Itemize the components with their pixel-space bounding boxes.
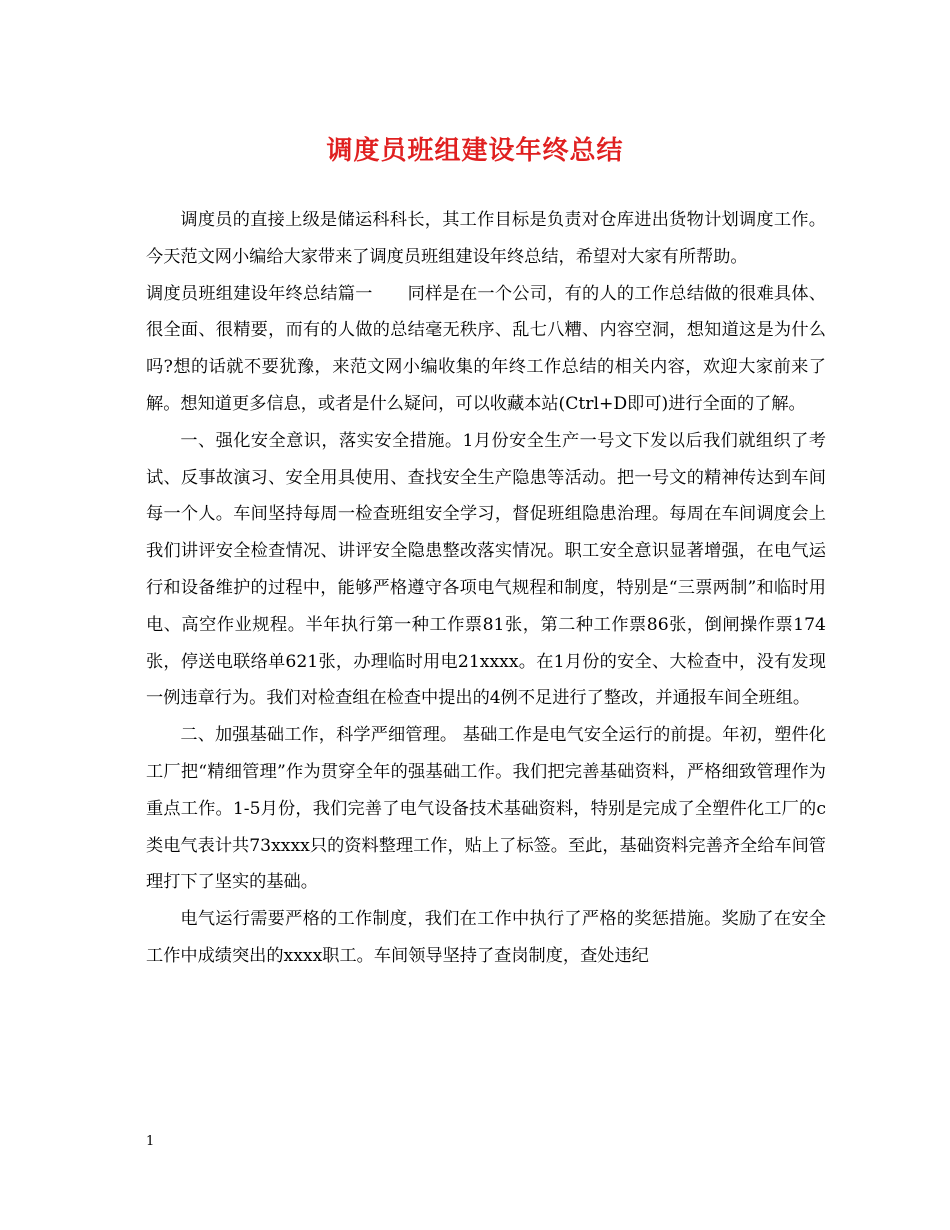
paragraph-intro: 调度员的直接上级是储运科科长，其工作目标是负责对仓库进出货物计划调度工作。今天范文网小编给大家带来了调度员班组建设年终总结，希望对大家有所帮助。 [146,210,826,267]
document-body [146,202,826,975]
paragraph-discipline: 电气运行需要严格的工作制度，我们在工作中执行了严格的奖惩措施。奖励了在安全工作中成绩突出的xxxx职工。车间领导坚持了查岗制度，查处违纪 [146,909,826,966]
paragraph-safety: 一、强化安全意识，落实安全措施。1月份安全生产一号文下发以后我们就组织了考试、反事故演习、安全用具使用、查找安全生产隐患等活动。把一号文的精神传达到车间每一个人。车间坚持每周一检查班组安全学习，督促班组隐患治理。每周在车间调度会上我们讲评安全检查情况、讲评安全隐患整改落实情况。职工安全意识显著增强，在电气运行和设备维护的过程中，能够严格遵守各项电气规程和制度，特别是“三票两制”和临时用电、高空作业规程。半年执行第一种工作票81张，第二种工作票86张，倒闸操作票174张，停送电联络单621张，办理临时用电21xxxx。在1月份的安全、大检查中，没有发现一例违章行为。我们对检查组在检查中提出的4例不足进行了整改，并通报车间全班组。 [146,430,826,709]
paragraph-foundation: 二、加强基础工作，科学严细管理。 基础工作是电气安全运行的前提。年初，塑件化工厂把“精细管理”作为贯穿全年的强基础工作。我们把完善基础资料，严格细致管理作为重点工作。1-5月份，我们完善了电气设备技术基础资料，特别是完成了全塑件化工厂的c类电气表计共73xxxx只的资料整理工作，贴上了标签。至此，基础资料完善齐全给车间管理打下了坚实的基础。 [146,725,826,893]
paragraph-section-one: 调度员班组建设年终总结篇一 同样是在一个公司，有的人的工作总结做的很难具体、很全面、很精要，而有的人做的总结毫无秩序、乱七八糟、内容空洞，想知道这是为什么吗?想的话就不要犹豫，来范文网小编收集的年终工作总结的相关内容，欢迎大家前来了解。想知道更多信息，或者是什么疑问，可以收藏本站(Ctrl+D即可)进行全面的了解。 [146,283,826,414]
page-number: 1 [146,1134,155,1149]
document-title: 调度员班组建设年终总结 [326,136,624,166]
